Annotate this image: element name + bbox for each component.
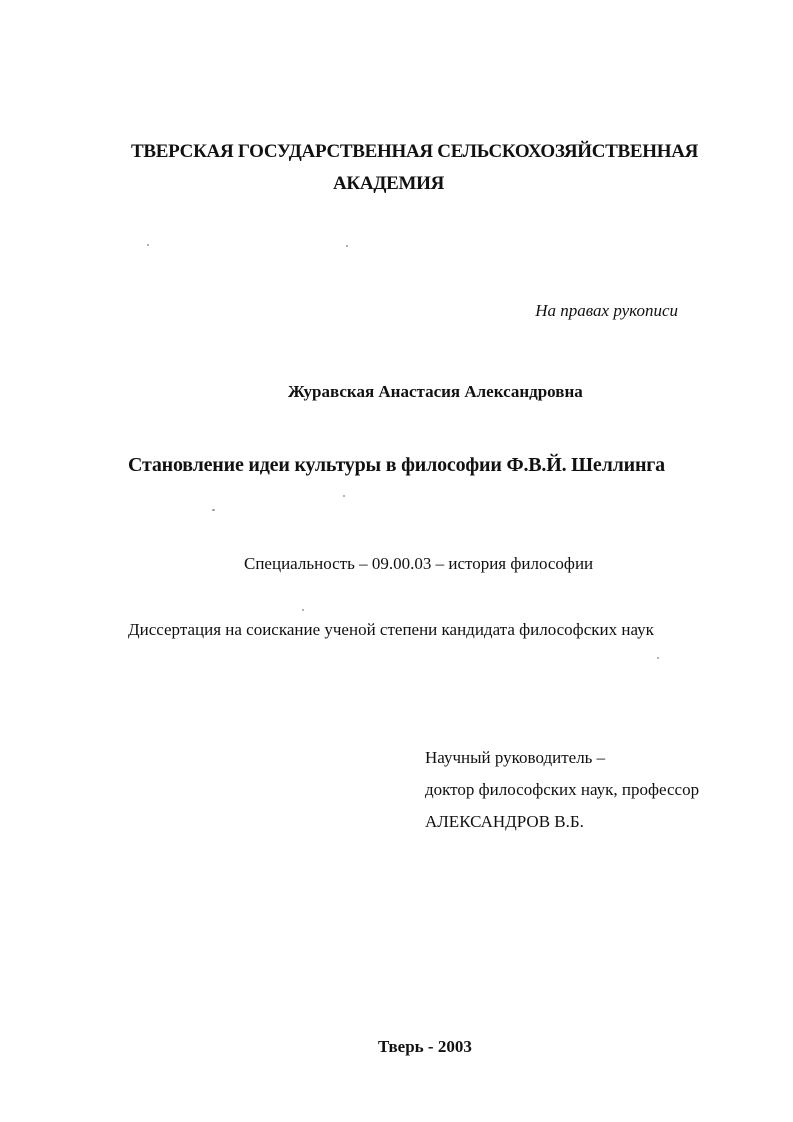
institution-line-2: АКАДЕМИЯ: [333, 173, 444, 194]
scan-speck: [346, 245, 348, 247]
scan-speck: [657, 657, 659, 659]
city-year: Тверь - 2003: [378, 1037, 472, 1056]
supervisor-name: АЛЕКСАНДРОВ В.Б.: [425, 812, 584, 831]
scan-speck: [212, 509, 215, 511]
supervisor-role: Научный руководитель –: [425, 748, 606, 767]
author-name: Журавская Анастасия Александровна: [288, 382, 583, 401]
institution-line-1: ТВЕРСКАЯ ГОСУДАРСТВЕННАЯ СЕЛЬСКОХОЗЯЙСТВЕННАЯ: [131, 141, 699, 162]
scan-speck: [302, 609, 304, 611]
scan-speck: [147, 244, 149, 246]
supervisor-degree: доктор философских наук, профессор: [425, 780, 700, 799]
degree-statement: Диссертация на соискание ученой степени кандидата философских наук: [128, 620, 654, 639]
rights-note: На правах рукописи: [535, 301, 678, 320]
dissertation-title: Становление идеи культуры в философии Ф.В.Й. Шеллинга: [128, 454, 665, 476]
scan-speck: [343, 495, 345, 497]
specialty-line: Специальность – 09.00.03 – история философии: [244, 554, 594, 573]
